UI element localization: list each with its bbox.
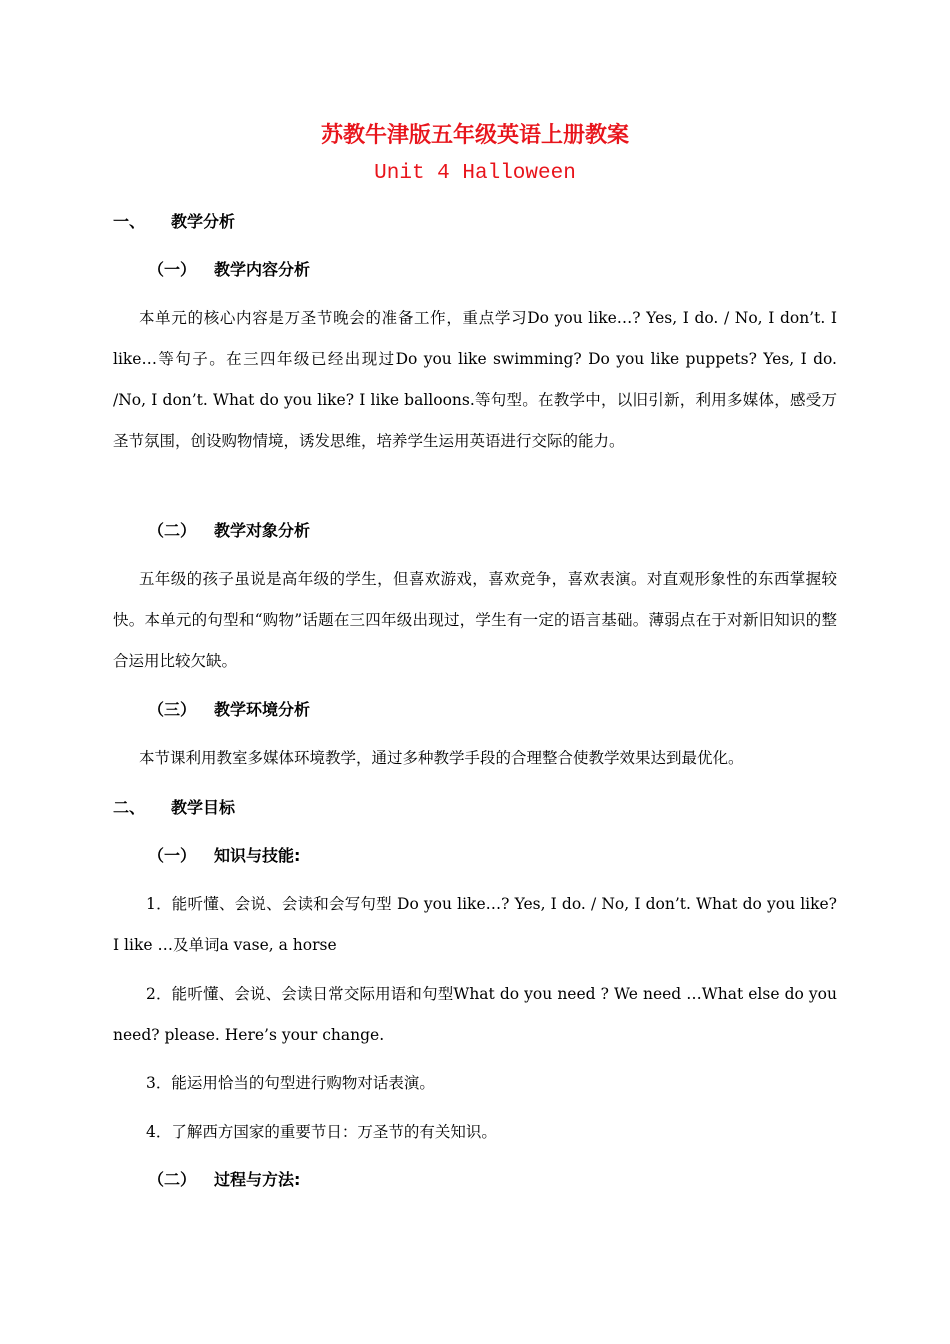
subsection-title: 知识与技能: bbox=[214, 846, 301, 865]
subsection-number: （三） bbox=[148, 700, 197, 719]
section-number: 一、 bbox=[113, 212, 146, 231]
subsection-title: 教学对象分析 bbox=[214, 521, 311, 540]
paragraph-content-analysis: 本单元的核心内容是万圣节晚会的准备工作，重点学习Do you like…? Yes, I do. / No, I don’t. I like…等句子。在三四年级已经出现过Do you like swimming? Do you like puppets? Yes, I do. /No, I don’t. What do you like? I like balloons.等句型。在教学中，以旧引新，利用多媒体，感受万圣节氛围，创设购物情境，诱发思维，培养学生运用英语进行交际的能力。 bbox=[113, 309, 837, 450]
document-subtitle: Unit 4 Halloween bbox=[374, 162, 576, 185]
section-number: 二、 bbox=[113, 798, 146, 817]
subsection-heading-1-1 bbox=[148, 259, 310, 281]
subsection-number: （二） bbox=[148, 1170, 197, 1189]
subsection-heading-1-2 bbox=[148, 520, 310, 542]
subsection-heading-2-2 bbox=[148, 1169, 300, 1191]
subsection-heading-1-3 bbox=[148, 699, 310, 721]
paragraph-environment-analysis: 本节课利用教室多媒体环境教学，通过多种教学手段的合理整合使教学效果达到最优化。 bbox=[139, 749, 744, 767]
subsection-number: （一） bbox=[148, 846, 197, 865]
section-title: 教学分析 bbox=[171, 212, 236, 231]
objective-item-4: 4．了解西方国家的重要节日：万圣节的有关知识。 bbox=[146, 1123, 497, 1141]
objective-item-3: 3．能运用恰当的句型进行购物对话表演。 bbox=[146, 1074, 435, 1092]
subsection-number: （一） bbox=[148, 260, 197, 279]
subsection-heading-2-1 bbox=[148, 845, 300, 867]
subsection-title: 教学环境分析 bbox=[214, 700, 311, 719]
section-heading-2 bbox=[113, 797, 235, 819]
subsection-title: 教学内容分析 bbox=[214, 260, 311, 279]
paragraph-student-analysis: 五年级的孩子虽说是高年级的学生，但喜欢游戏，喜欢竞争，喜欢表演。对直观形象性的东西掌握较快。本单元的句型和“购物”话题在三四年级出现过，学生有一定的语言基础。薄弱点在于对新旧知识的整合运用比较欠缺。 bbox=[113, 570, 837, 670]
subsection-number: （二） bbox=[148, 521, 197, 540]
subsection-title: 过程与方法: bbox=[214, 1170, 301, 1189]
document-title: 苏教牛津版五年级英语上册教案 bbox=[320, 123, 629, 148]
section-title: 教学目标 bbox=[171, 798, 236, 817]
objective-item-1: 1．能听懂、会说、会读和会写句型 Do you like…? Yes, I do. / No, I don’t. What do you like? I like …及单词a vase, a horse bbox=[113, 895, 837, 954]
section-heading-1 bbox=[113, 211, 235, 233]
objective-item-2: 2．能听懂、会说、会读日常交际用语和句型What do you need ? We need …What else do you need? please. Here’s your change. bbox=[113, 985, 837, 1044]
